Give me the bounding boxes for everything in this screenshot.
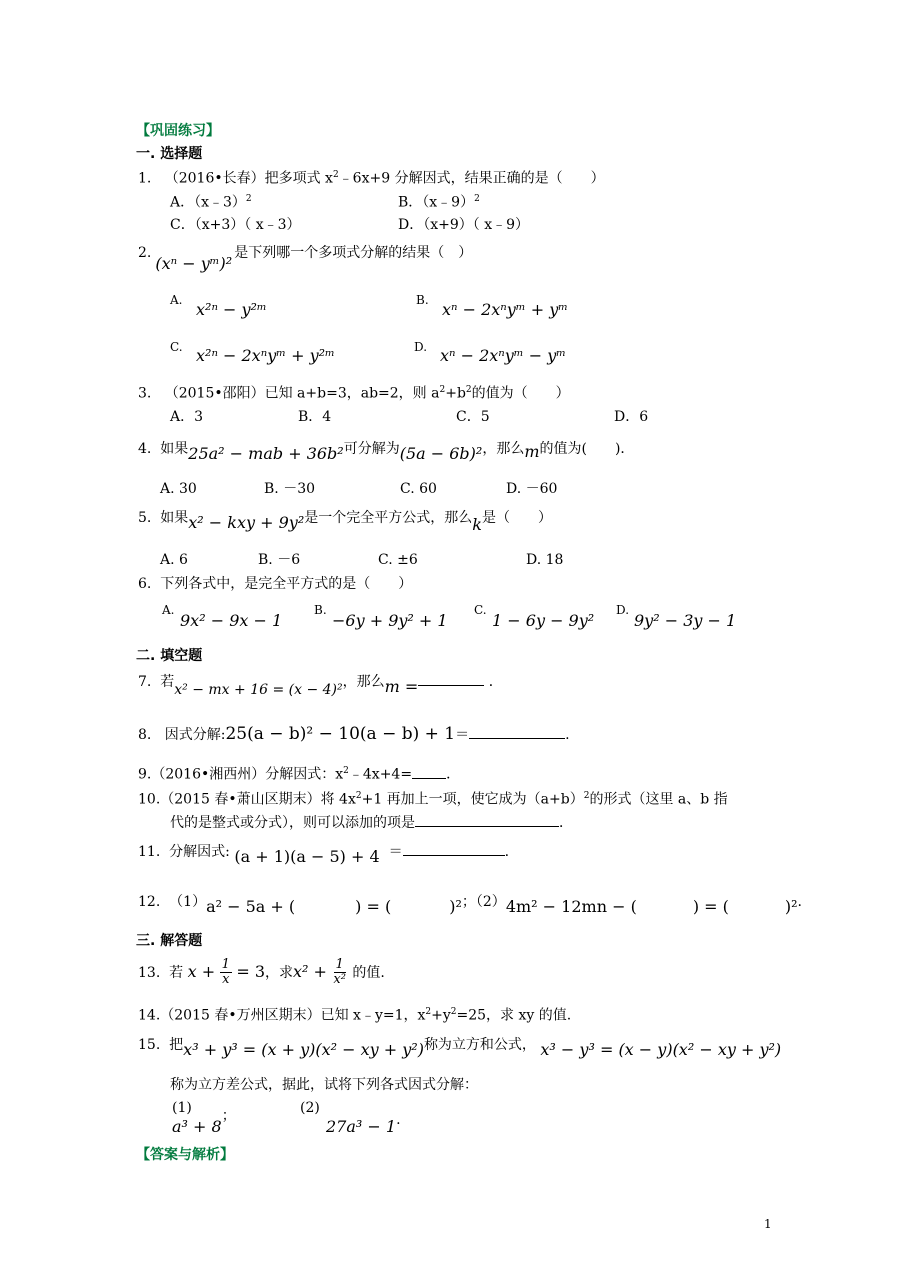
- question-13: 13. 若 x + $\frac{1}{x}$ = 3，求x² + $\frac{1}{\text{x²}}$ 的值.: [138, 957, 385, 988]
- q3-option-a: A．3: [170, 409, 204, 425]
- question-7: 7. 若x² − mx + 16 = (x − 4)²，那么m = ．: [138, 674, 503, 698]
- q10-answer-blank: [415, 826, 559, 827]
- q1-option-b: B．（x﹣9）$^2$: [398, 194, 480, 211]
- question-10-line2: 代的是整式或分式），则可以添加的项是 ．: [170, 815, 573, 831]
- q6-option-b-label: B.: [314, 603, 327, 617]
- question-9: 9.（2016•湘西州）分解因式：$x^2﹣4x+4=$ ．: [138, 766, 461, 783]
- q6-option-a-label: A.: [162, 603, 175, 617]
- q2-option-a: x²ⁿ − y²ᵐ: [196, 300, 267, 319]
- q6-option-b: −6y + 9y² + 1: [332, 611, 448, 630]
- q8-answer-blank: [469, 738, 565, 739]
- q2-expression: (xⁿ − yᵐ)²: [155, 254, 233, 273]
- section-fill-heading: 二. 填空题: [136, 648, 203, 664]
- q2-option-d-label: D.: [414, 340, 428, 354]
- q5-option-b: B. －6: [258, 552, 301, 568]
- q2-option-d: xⁿ − 2xⁿyᵐ − yᵐ: [440, 346, 567, 365]
- question-10: 10.（2015 春•萧山区期末）将 $4x^2+1$ 再加上一项，使它成为$(a+b)^2$的形式（这里 a、b 指: [138, 791, 728, 808]
- q5-option-d: D. 18: [526, 552, 564, 568]
- q7-answer-blank: [418, 685, 484, 686]
- q2-option-a-label: A.: [170, 293, 183, 307]
- question-14: 14.（2015 春•万州区期末）已知 x﹣y=1，$x^2+y^2=25$，求 xy 的值.: [138, 1007, 572, 1024]
- q9-answer-blank: [412, 778, 446, 779]
- question-5: 5. 如果x² − kxy + 9y²是一个完全平方公式，那么k是（ ）: [138, 510, 552, 534]
- q6-option-c-label: C.: [474, 603, 487, 617]
- page-number: 1: [764, 1217, 772, 1231]
- q6-option-a: 9x² − 9x − 1: [180, 611, 283, 630]
- q6-option-d: 9y² − 3y − 1: [634, 611, 737, 630]
- q6-option-d-label: D.: [616, 603, 630, 617]
- question-6: 6. 下列各式中，是完全平方式的是（ ）: [138, 576, 413, 592]
- section-choice-heading: 一. 选择题: [136, 146, 203, 162]
- question-3: 3. （2015•邵阳）已知 a+b=3，ab=2，则 $a^2+b^2$的值为（ ）: [138, 385, 570, 402]
- q3-option-c: C．5: [456, 409, 490, 425]
- q2-option-b: xⁿ − 2xⁿyᵐ + yᵐ: [442, 300, 569, 319]
- q1-option-d: D．（x+9）（ x﹣9）: [398, 217, 530, 233]
- q3-option-d: D．6: [614, 409, 649, 425]
- q5-option-a: A. 6: [160, 552, 188, 568]
- q5-option-c: C. ±6: [378, 552, 418, 568]
- q15-sub-2: (2) 27a³ − 1.: [300, 1100, 401, 1136]
- q4-option-b: B. －30: [264, 481, 316, 497]
- question-11: 11. 分解因式: (a + 1)(a − 5) + 4 ＝ .: [138, 844, 510, 866]
- q1-option-a: A．（x﹣3）$^2$: [170, 194, 252, 211]
- question-12: 12. （1）a² − 5a + ( ) = ( )²；（2）4m² − 12mn − ( ) = ( )².: [138, 894, 802, 916]
- q1-option-c: C．（x+3）（ x﹣3）: [170, 217, 301, 233]
- q3-option-b: B．4: [298, 409, 332, 425]
- section-answer-heading: 三. 解答题: [136, 933, 203, 949]
- question-1: 1. （2016•长春）把多项式 $x^2﹣6x+9$ 分解因式，结果正确的是（ ）: [138, 170, 605, 187]
- q4-option-d: D. －60: [506, 481, 558, 497]
- q6-option-c: 1 − 6y − 9y²: [492, 611, 595, 630]
- q4-option-a: A. 30: [160, 481, 197, 497]
- q4-option-c: C. 60: [400, 481, 437, 497]
- question-number: 1.: [138, 170, 152, 187]
- answers-heading: 【答案与解析】: [136, 1147, 234, 1163]
- question-15-line2: 称为立方差公式，据此，试将下列各式因式分解：: [170, 1077, 478, 1093]
- question-8: 8. 因式分解:25(a − b)² − 10(a − b) + 1＝ .: [138, 724, 570, 744]
- question-15: 15. 把x³ + y³ = (x + y)(x² − xy + y²)称为立方和公式， x³ − y³ = (x − y)(x² − xy + y²): [138, 1037, 782, 1059]
- q2-option-c: x²ⁿ − 2xⁿyᵐ + y²ᵐ: [196, 346, 335, 365]
- practice-heading: 【巩固练习】: [136, 123, 220, 139]
- q2-option-c-label: C.: [170, 340, 183, 354]
- q11-answer-blank: [403, 855, 505, 856]
- question-2: 2.(xⁿ − yᵐ)²是下列哪一个多项式分解的结果（ ）: [138, 245, 473, 273]
- question-4: 4. 如果25a² − mab + 36b²可分解为(5a − 6b)²，那么m的值为( )．: [138, 441, 635, 463]
- q2-option-b-label: B.: [416, 293, 429, 307]
- q15-sub-1: (1) a³ + 8；: [172, 1100, 236, 1136]
